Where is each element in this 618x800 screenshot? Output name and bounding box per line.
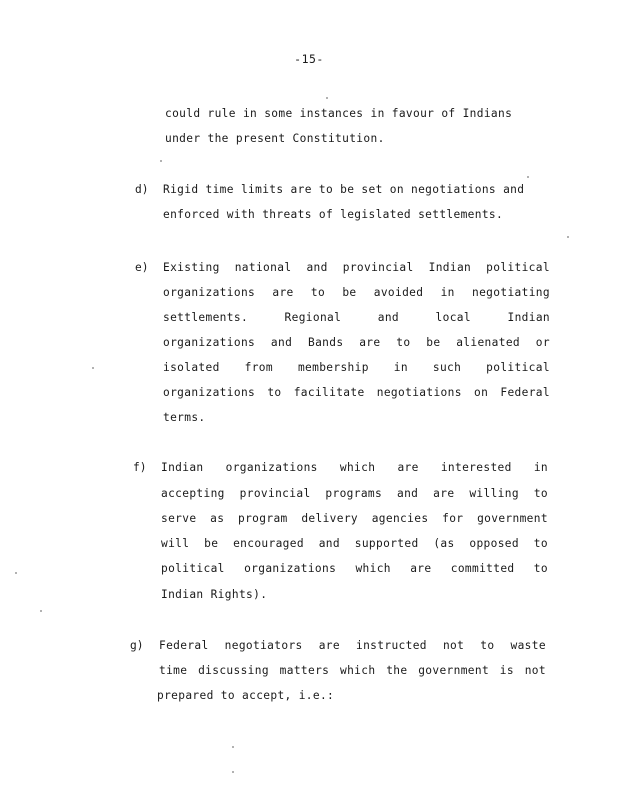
- word: provincial: [239, 487, 311, 500]
- word: agencies: [371, 512, 429, 525]
- word: supported: [354, 537, 419, 550]
- word: provincial: [342, 261, 414, 274]
- word: negotiators: [224, 639, 303, 652]
- word: to: [310, 286, 326, 299]
- text-line: [159, 664, 546, 678]
- word: in: [393, 361, 408, 374]
- word: facilitate: [293, 386, 365, 399]
- word: are: [272, 286, 294, 299]
- text-line: enforced with threats of legislated settlements.: [163, 208, 504, 221]
- text-line: Rigid time limits are to be set on negotiations and: [163, 183, 525, 196]
- word: isolated: [163, 361, 220, 374]
- word: are: [359, 336, 381, 349]
- text-line: [161, 461, 548, 475]
- scan-speck: [232, 771, 234, 773]
- word: avoided: [373, 286, 424, 299]
- word: programs: [325, 487, 383, 500]
- scan-speck: [40, 610, 42, 612]
- word: as: [210, 512, 225, 525]
- word: and: [306, 261, 328, 274]
- word: on: [474, 386, 489, 399]
- text-line: [161, 537, 548, 551]
- word: is: [499, 664, 514, 677]
- word: waste: [510, 639, 546, 652]
- word: political: [486, 261, 550, 274]
- word: be: [342, 286, 357, 299]
- word: to: [396, 336, 411, 349]
- word: for: [442, 512, 464, 525]
- word: willing: [469, 487, 519, 500]
- word: Indian: [161, 461, 204, 474]
- page-number: -15-: [294, 52, 324, 66]
- item-label: d): [135, 183, 149, 196]
- text-line: Indian Rights).: [161, 588, 268, 601]
- text-line: [159, 639, 546, 653]
- word: and: [397, 487, 419, 500]
- word: committed: [450, 562, 515, 575]
- word: which: [355, 562, 391, 575]
- word: alienated: [456, 336, 520, 349]
- word: time: [159, 664, 188, 677]
- scan-speck: [15, 572, 17, 574]
- word: are: [410, 562, 432, 575]
- word: in: [533, 461, 548, 474]
- item-label: f): [133, 461, 147, 474]
- text-line: [163, 361, 550, 375]
- text-line: could rule in some instances in favour of Indians: [165, 107, 513, 120]
- word: are: [318, 639, 340, 652]
- scan-speck: [567, 236, 569, 238]
- word: delivery: [301, 512, 359, 525]
- word: to: [480, 639, 495, 652]
- word: Regional: [284, 311, 342, 324]
- word: organizations: [163, 386, 256, 399]
- word: the: [386, 664, 408, 677]
- text-line: [163, 386, 550, 400]
- word: organizations: [244, 562, 337, 575]
- word: political: [161, 562, 225, 575]
- word: and: [377, 311, 400, 324]
- item-label: e): [135, 261, 149, 274]
- word: interested: [440, 461, 512, 474]
- word: instructed: [356, 639, 427, 652]
- word: accepting: [161, 487, 225, 500]
- word: and: [318, 537, 340, 550]
- word: to: [533, 562, 548, 575]
- word: negotiations: [376, 386, 462, 399]
- word: opposed: [469, 537, 519, 550]
- word: are: [397, 461, 419, 474]
- item-label: g): [130, 639, 144, 652]
- word: organizations: [163, 286, 256, 299]
- word: organizations: [163, 336, 256, 349]
- word: local: [435, 311, 471, 324]
- word: government: [418, 664, 490, 677]
- word: political: [486, 361, 550, 374]
- word: encouraged: [233, 537, 304, 550]
- word: not: [442, 639, 465, 652]
- word: matters: [279, 664, 330, 677]
- scan-speck: [92, 367, 94, 369]
- word: organizations: [225, 461, 318, 474]
- text-line: [163, 311, 550, 325]
- text-line: under the present Constitution.: [165, 132, 385, 145]
- text-line: [161, 512, 548, 526]
- word: Existing: [163, 261, 220, 274]
- text-line: terms.: [163, 411, 206, 424]
- word: negotiating: [472, 286, 550, 299]
- word: program: [238, 512, 288, 525]
- word: or: [535, 336, 550, 349]
- text-line: [163, 286, 550, 300]
- word: national: [234, 261, 292, 274]
- word: to: [533, 537, 548, 550]
- word: to: [267, 386, 282, 399]
- word: which: [339, 461, 376, 474]
- word: Federal: [500, 386, 550, 399]
- scan-speck: [160, 160, 162, 162]
- word: and: [270, 336, 293, 349]
- word: Indian: [507, 311, 550, 324]
- word: to: [533, 487, 548, 500]
- word: membership: [297, 361, 369, 374]
- word: in: [440, 286, 455, 299]
- word: which: [340, 664, 376, 677]
- word: Bands: [307, 336, 344, 349]
- scan-speck: [232, 746, 234, 748]
- word: from: [244, 361, 273, 374]
- word: such: [432, 361, 462, 374]
- word: government: [477, 512, 548, 525]
- word: Federal: [159, 639, 209, 652]
- word: not: [524, 664, 546, 677]
- word: settlements.: [163, 311, 249, 324]
- word: will: [161, 537, 190, 550]
- word: Indian: [428, 261, 472, 274]
- word: (as: [433, 537, 455, 550]
- word: be: [426, 336, 441, 349]
- scan-speck: [326, 97, 328, 99]
- word: serve: [161, 512, 197, 525]
- text-line: [161, 562, 548, 576]
- text-line: [161, 487, 548, 501]
- word: discussing: [198, 664, 269, 677]
- word: be: [204, 537, 219, 550]
- text-line: [163, 261, 550, 275]
- scan-speck: [527, 176, 529, 178]
- text-line: [163, 336, 550, 350]
- text-line: prepared to accept, i.e.:: [157, 689, 335, 702]
- word: are: [433, 487, 455, 500]
